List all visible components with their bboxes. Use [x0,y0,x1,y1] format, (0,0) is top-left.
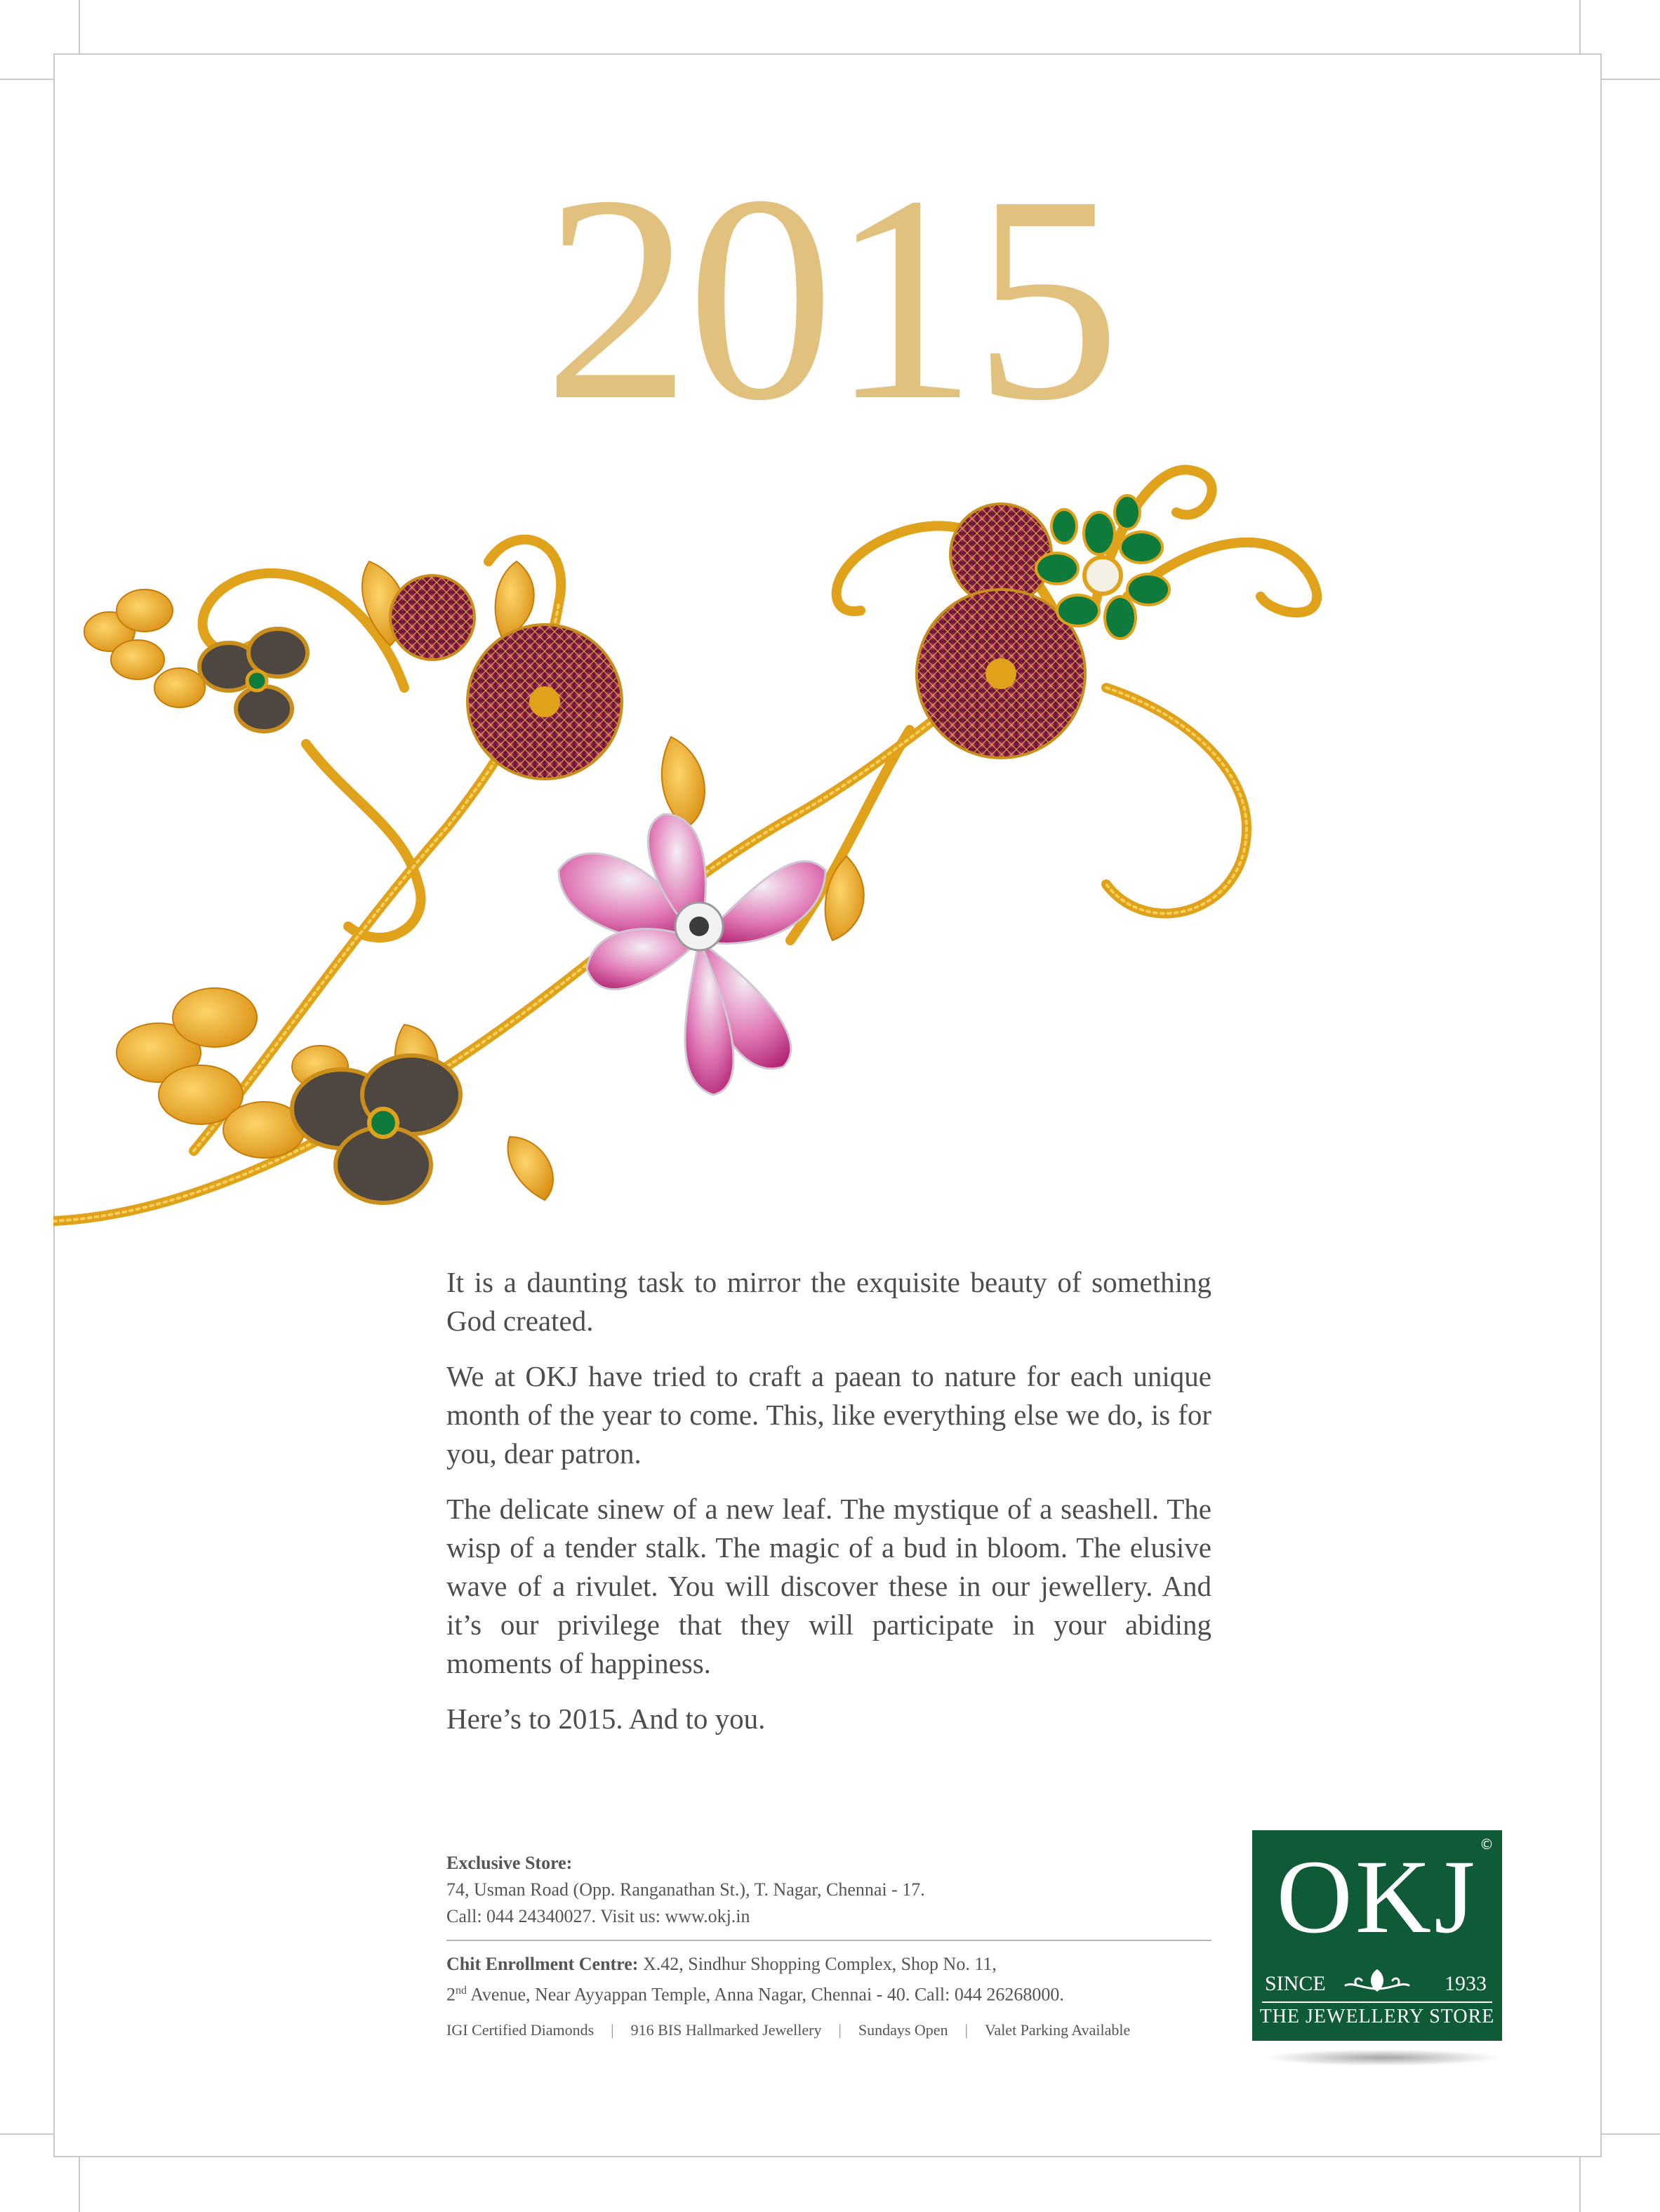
chit-centre-label: Chit Enrollment Centre: [446,1954,639,1974]
chit-centre-line1 [446,1951,1211,1978]
crop-mark [79,2157,80,2212]
chit-centre-ordinal: nd [456,1985,467,1997]
copyright-mark: © [1480,1836,1494,1853]
crop-mark [1579,0,1581,53]
exclusive-store-address: 74, Usman Road (Opp. Ranganathan St.), T. Nagar, Chennai - 17. [446,1879,925,1900]
crop-mark [1602,79,1660,80]
feature-item: Sundays Open [858,2021,948,2039]
separator: | [838,2021,842,2039]
chit-centre-line2 [446,1978,1211,2008]
crop-mark [1602,2133,1660,2135]
crop-mark [0,2133,53,2135]
chit-centre-number: 2 [446,1984,456,2005]
chit-centre-address2: Avenue, Near Ayyappan Temple, Anna Nagar, Chennai - 40. Call: 044 26268000. [467,1984,1064,2005]
separator: | [611,2021,614,2039]
crop-mark [0,79,53,80]
body-copy [446,1263,1211,1755]
logo-tagline: THE JEWELLERY STORE [1259,2006,1495,2027]
feature-item: 916 BIS Hallmarked Jewellery [630,2021,822,2039]
feature-item: Valet Parking Available [984,2021,1131,2039]
leaf-ornament-icon [1342,1961,1412,2003]
gold-chain-necklace-art [53,435,1359,1277]
crop-mark [1579,2157,1581,2212]
store-contact [446,1850,1211,2008]
logo-shadow [1263,2049,1502,2066]
crop-mark [79,0,80,53]
body-paragraph: The delicate sinew of a new leaf. The mystique of a seashell. The wisp of a tender stalk. The magic of a bud in bloom. The elusive wave of a rivulet. You will discover these in our jewellery. And it’s our privilege that they will participate in your abiding moments of happiness. [446,1493,1211,1679]
feature-item: IGI Certified Diamonds [446,2021,595,2039]
features-list [446,2021,1211,2039]
divider [446,1940,1211,1941]
chit-centre-address: X.42, Sindhur Shopping Complex, Shop No. 11, [638,1954,997,1974]
logo-brand: OKJ [1276,1839,1478,1955]
logo-rule [1262,2001,1492,2003]
body-paragraph: Here’s to 2015. And to you. [446,1703,766,1735]
exclusive-store-call: Call: 044 24340027. Visit us: www.okj.in [446,1906,750,1926]
separator: | [964,2021,968,2039]
logo-year: 1933 [1445,1972,1487,1995]
exclusive-store-label: Exclusive Store: [446,1853,573,1873]
body-paragraph: It is a daunting task to mirror the exquisite beauty of something God created. [446,1266,1211,1337]
body-paragraph: We at OKJ have tried to craft a paean to nature for each unique month of the year to come. This, like everything else we do, is for you, dear patron. [446,1360,1211,1470]
headline-year: 2015 [543,135,1117,461]
okj-logo [1252,1830,1502,2041]
logo-since: SINCE [1265,1972,1326,1995]
